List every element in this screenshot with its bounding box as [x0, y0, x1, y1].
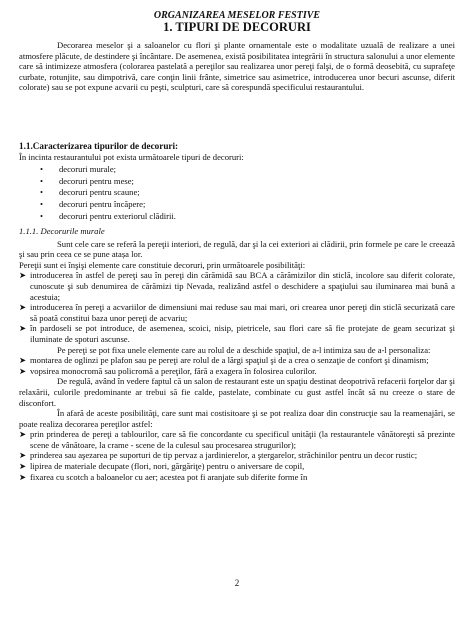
intro-paragraph: Decorarea meselor şi a saloanelor cu flori şi plante ornamentale este o modalitate uzuală de realizare a unei atmosfere plăcute, de destindere şi încântare. De asemenea, există posibilitatea integrării în structura salonului a unor elemente care să intimizeze atmosfera (colorarea pastelată a pereţilor sau realizarea unor pereţi falşi, de o formă deosebită, cu suprafeţe curbate, rotunjite, sau dimpotrivă, care conţin linii frânte, simetrice sau asimetrice, introducerea unor becuri ascunse, diferit colorate) sau se pot expune acvarii cu peşti, sculpturi, care să corespundă specificului restaurantului. — [19, 40, 455, 93]
arrowhead-bullet-icon: ➤ — [19, 365, 27, 376]
list-item: ➤ lipirea de materiale decupate (flori, nori, gărgăriţe) pentru o aniversare de copil, — [19, 461, 305, 472]
arrowhead-bullet-icon: ➤ — [19, 429, 27, 440]
list-item: • decoruri pentru exteriorul clădirii. — [59, 211, 455, 223]
paragraph: Pe pereţi se pot fixa unele elemente care au rolul de a deschide spaţiul, de a-l intimiza sau de a-l personaliza: — [57, 344, 431, 355]
list-item: • decoruri pentru mese; — [59, 176, 455, 188]
document-header — [19, 10, 455, 34]
arrowhead-bullet-icon: ➤ — [19, 270, 27, 281]
section-lead: În incinta restaurantului pot exista următoarele tipuri de decoruri: — [19, 151, 244, 162]
list-item: ➤ prin prinderea de pereţi a tablourilor, care să fie concordante cu specificul unităţii (la restaurantele vânătoreşti să prezinte scene de vânătoare, la crame - scene de la culesul sau procesarea strugurilor); — [19, 429, 455, 450]
arrowhead-bullet-icon: ➤ — [19, 323, 27, 334]
arrowhead-bullet-icon: ➤ — [19, 450, 27, 461]
list-item: ➤ introducerea în pereţi a acvariilor de dimensiuni mai reduse sau mai mari, ori crearea unor pereţi din sticlă securizată care să poată constitui baza unor pereţi de acvariu; — [19, 302, 455, 323]
list-item: ➤ prinderea sau aşezarea pe suporturi de tip pervaz a jardinierelor, a ştergarelor, străchinilor pentru un decor rustic; — [19, 450, 418, 461]
list-item: ➤ fixarea cu scotch a baloanelor cu aer; acestea pot fi aranjate sub diferite forme în — [19, 471, 308, 482]
list-item: ➤ vopsirea monocromă sau policromă a pereţilor, fără a exagera în folosirea culorilor. — [19, 365, 317, 376]
arrowhead-bullet-icon: ➤ — [19, 461, 27, 472]
list-item: • decoruri murale; — [59, 164, 455, 176]
section-heading: 1.1.Caracterizarea tipurilor de decoruri: — [19, 141, 179, 151]
list-item: • decoruri pentru încăpere; — [59, 199, 455, 211]
arrowhead-bullet-icon: ➤ — [19, 471, 27, 482]
list-item: ➤ introducerea în astfel de pereţi sau în pereţi din cărămidă sau BCA a cărămizilor din sticlă, incolore sau diferit colorate, cunoscute şi sub denumirea de cărămizi tip Nevada, realizând astfel o deschidere a spaţiului sau iluminarea mai bună a acestuia; — [19, 270, 455, 302]
subsection-heading: 1.1.1. Decorurile murale — [19, 226, 105, 236]
paragraph: Pereţii sunt ei înşişi elemente care constituie decoruri, prin următoarele posibilităţi: — [19, 259, 306, 270]
paragraph: Sunt cele care se referă la pereţii interiori, de regulă, dar şi la cei exteriori ai clădirii, prin formele pe care le creează şi sau prin ceea ce se pune atașa lor. — [19, 238, 455, 260]
list-item: ➤ montarea de oglinzi pe plafon sau pe pereţi are rolul de a lărgi spaţiul şi de a crea o senzaţie de confort şi dinamism; — [19, 355, 429, 366]
document-supertitle: ORGANIZAREA MESELOR FESTIVE — [153, 10, 321, 21]
paragraph: De regulă, având în vedere faptul că un salon de restaurant este un spaţiu destinat deopotrivă refacerii forţelor dar şi relaxării, culorile predominante ar trebui să fie calde, pastelate, combinate cu gust astfel încât să nu creeze o stare de disconfort. — [19, 376, 456, 408]
subsection-1-1-1 — [19, 226, 455, 482]
page-number: 2 — [234, 578, 240, 588]
list-item: ➤ în pardoseli se pot introduce, de asemenea, scoici, nisip, pietricele, sau flori care să fie protejate de geam securizat şi iluminate de spoturi ascunse. — [19, 323, 455, 344]
paragraph: În afară de aceste posibilităţi, care sunt mai costisitoare şi se pot realiza doar din construcţie sau la reamenajări, se poate realiza decorarea pereţilor astfel: — [19, 408, 455, 429]
section-1-1 — [19, 141, 455, 222]
document-title: 1. TIPURI DE DECORURI — [163, 20, 311, 34]
decor-types-list — [19, 164, 455, 222]
arrowhead-bullet-icon: ➤ — [19, 355, 27, 366]
arrowhead-bullet-icon: ➤ — [19, 302, 27, 313]
list-item: • decoruri pentru scaune; — [59, 187, 455, 199]
